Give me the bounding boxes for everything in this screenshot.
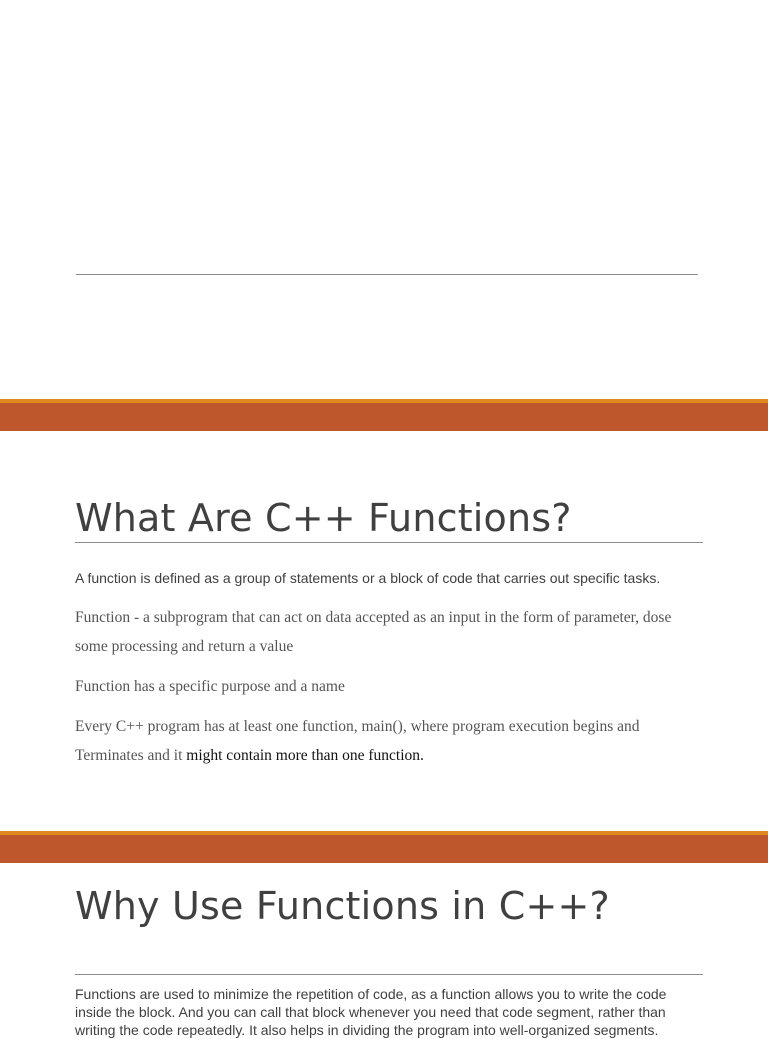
bullet-paragraph: Function has a specific purpose and a name [75,678,345,695]
paragraph-text: Every C++ program has at least one function, main(), where program execution begins and Terminates and it [75,718,640,764]
title-underline [76,274,698,275]
intro-paragraph: A function is defined as a group of statements or a block of code that carries out specific tasks. [75,570,661,586]
title-underline [75,542,703,543]
slide-title: Why Use Functions in C++? [75,884,610,928]
intro-paragraph: Functions are used to minimize the repetition of code, as a function allows you to write the code inside the block. And you can call that block whenever you need that code segment, rather than writing the code repeatedly. It also helps in dividing the program into well-organized segments. [75,986,667,1038]
paragraph-text-emphasis: might contain more than one function. [186,747,424,764]
slide-1 [0,0,768,400]
title-underline [75,974,703,975]
slide-divider-2 [0,831,768,863]
slide-title: What Are C++ Functions? [75,496,572,540]
slide-divider-1 [0,399,768,431]
slide-2 [0,432,768,831]
slide-3 [0,864,768,1038]
bullet-paragraph: Function - a subprogram that can act on data accepted as an input in the form of parameter, dose some processing and return a value [75,609,672,655]
bullet-paragraph [75,712,705,770]
